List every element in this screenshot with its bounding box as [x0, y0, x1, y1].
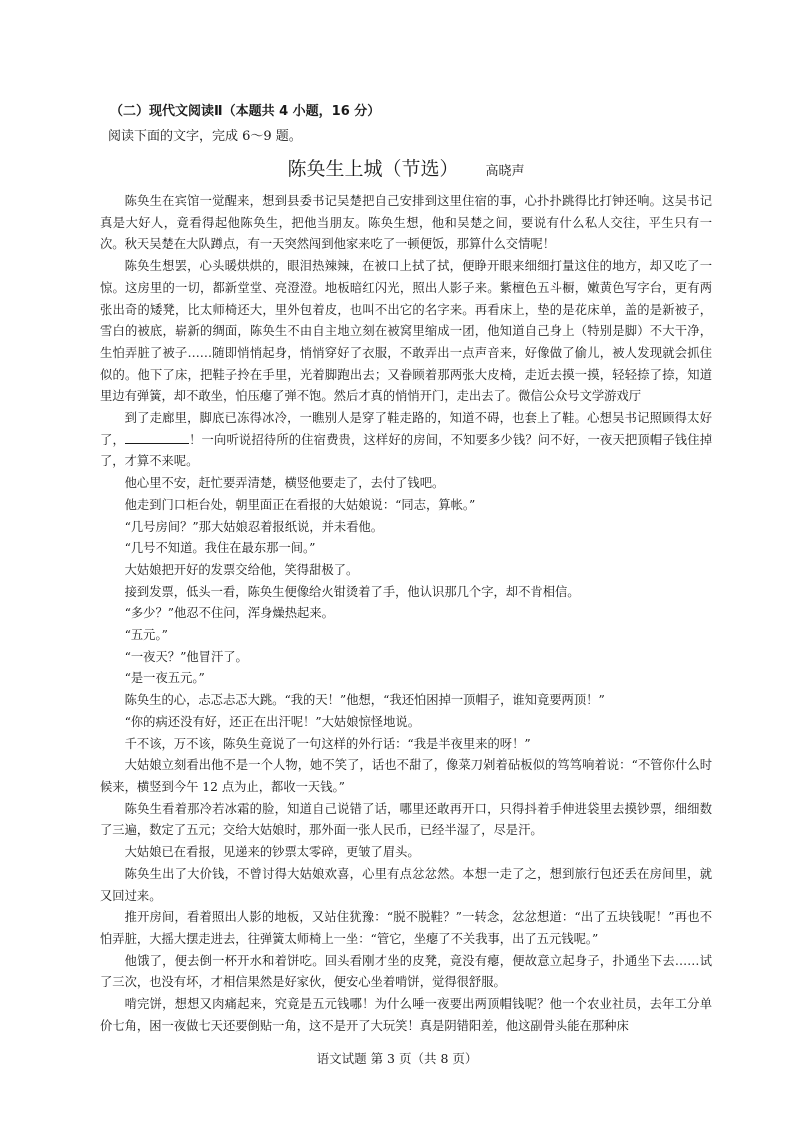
article-title: 陈奂生上城（节选） — [287, 158, 459, 180]
paragraph: 接到发票，低头一看，陈奂生便像给火钳烫着了手，他认识那几个字，却不肯相信。 — [124, 584, 580, 599]
paragraph: “多少？”他忍不住问，浑身燥热起来。 — [124, 606, 334, 621]
paragraph-with-blank — [100, 408, 712, 473]
paragraph-part: ！一向听说招待所的住宿费贵，这样好的房间，不知要多少钱？问不好，一夜天把顶帽子钱住掉了，才算不来呢。 — [100, 432, 712, 469]
page-footer: 语文试题 第 3 页（共 8 页） — [316, 1051, 478, 1066]
paragraph: 推开房间，看着照出人影的地板，又站住犹豫：“脱不脱鞋？”一转念，忿忿想道：“出了五块钱呢！”再也不怕弄脏，大摇大摆走进去，往弹簧太师椅上一坐：“管它，坐瘪了不关我事，出了五元钱呢。” — [100, 910, 712, 946]
paragraph: 啃完饼，想想又肉痛起来，究竟是五元钱哪！为什么唾一夜要出两顶帽钱呢？他一个农业社员，去年工分单价七角，困一夜做七天还要倒贴一角，这不是开了大玩笑！真是阴错阳差，他这副骨头能在那种床 — [100, 997, 712, 1033]
paragraph: 他心里不安，赶忙要弄清楚，横竖他要走了，去付了钱吧。 — [124, 476, 445, 491]
paragraph: 陈奂生在宾馆一觉醒来，想到县委书记吴楚把自己安排到这里住宿的事，心扑扑跳得比打钟还响。这吴书记真是大好人，竟看得起他陈奂生，把他当朋友。陈奂生想，他和吴楚之间，要说有什么私人交往，平生只有一次。秋天吴楚在大队蹲点，有一天突然闯到他家来吃了一顿便饭，那算什么交情呢！ — [100, 194, 712, 252]
paragraph: 陈奂生的心，忐忑忐忑大跳。“我的天！”他想，“我还怕困掉一顶帽子，谁知竟要两顶！” — [124, 693, 605, 708]
paragraph: 陈奂生想罢，心头暖烘烘的，眼泪热辣辣，在被口上拭了拭，便睁开眼来细细打量这住的地方，却又吃了一惊。这房里的一切，都新堂堂、亮澄澄。地板暗红闪光，照出人影子来。紫檀色五斗橱，嫩黄色写字台，更有两张出奇的矮凳，比太师椅还大，里外包着皮，也叫不出它的名字来。再看床上，垫的是花床单，盖的是新被子，雪白的被底，崭新的绸面，陈奂生不由自主地立刻在被窝里缩成一团，他知道自己身上（特别是脚）不大干净，生怕弄脏了被子……随即悄悄起身，悄悄穿好了衣服，不敢弄出一点声音来，好像做了偷儿，被人发现就会抓住似的。他下了床，把鞋子拎在手里，光着脚跑出去；又眷顾着那两张大皮椅，走近去摸一摸，轻轻捺了捺，知道里边有弹簧，却不敢坐，怕压瘪了弹不饱。然后才真的悄悄开门，走出去了。微信公众号文学游戏厅 — [100, 259, 712, 404]
paragraph: “是一夜五元。” — [124, 671, 205, 686]
fill-in-blank — [125, 431, 189, 444]
article-title-row — [100, 154, 712, 187]
paragraph: “几号房间？”那大姑娘忍着报纸说，并未看他。 — [124, 519, 384, 534]
paragraph: 大姑娘立刻看出他不是一个人物，她不笑了，话也不甜了，像菜刀剁着砧板似的笃笃响着说：“不管你什么时候来，横竖到今午 12 点为止，都收一天钱。” — [100, 758, 712, 794]
article-body — [100, 191, 712, 1037]
reading-instruction: 阅读下面的文字，完成 6～9 题。 — [108, 129, 302, 144]
reading-section — [100, 98, 712, 1037]
section-heading: （二）现代文阅读Ⅱ（本题共 4 小题，16 分） — [110, 104, 381, 119]
paragraph-part: 到了走廊里，脚底已冻得冰冷，一瞧别人是穿了鞋走路的，知道不碍，也套上了鞋。心想吴书记照顾得太好了， — [100, 411, 712, 447]
paragraph: “几号不知道。我住在最东那一间。” — [124, 541, 316, 556]
paragraph: “五元。” — [124, 628, 168, 643]
paragraph: 陈奂生出了大价钱，不曾讨得大姑娘欢喜，心里有点忿忿然。本想一走了之，想到旅行包还丢在房间里，就又回过来。 — [100, 866, 712, 903]
paragraph: “一夜天？”他冒汗了。 — [124, 649, 248, 664]
paragraph: 他走到门口柜台处，朝里面正在看报的大姑娘说：“同志，算帐。” — [124, 497, 476, 512]
article-author: 高晓声 — [485, 164, 525, 179]
paragraph: “你的病还没有好，还正在出汗呢！”大姑娘惊怪地说。 — [124, 714, 420, 729]
paragraph: 他饿了，便去倒一杯开水和着饼吃。回头看刚才坐的皮凳，竟没有瘪，便故意立起身子，扑通坐下去……试了三次，也没有坏，才相信果然是好家伙，便安心坐着啃饼，觉得很舒服。 — [100, 953, 712, 990]
paragraph: 千不该，万不该，陈奂生竟说了一句这样的外行话：“我是半夜里来的呀！” — [124, 736, 531, 751]
paragraph: 大姑娘把开好的发票交给他，笑得甜极了。 — [124, 562, 359, 577]
paragraph: 大姑娘已在看报，见递来的钞票太零碎，更皱了眉头。 — [124, 845, 420, 860]
paragraph: 陈奂生看着那冷若冰霜的脸，知道自己说错了话，哪里还敢再开口，只得抖着手伸进袋里去摸钞票，细细数了三遍，数定了五元；交给大姑娘时，那外面一张人民币，已经半湿了，尽是汗。 — [100, 801, 712, 838]
